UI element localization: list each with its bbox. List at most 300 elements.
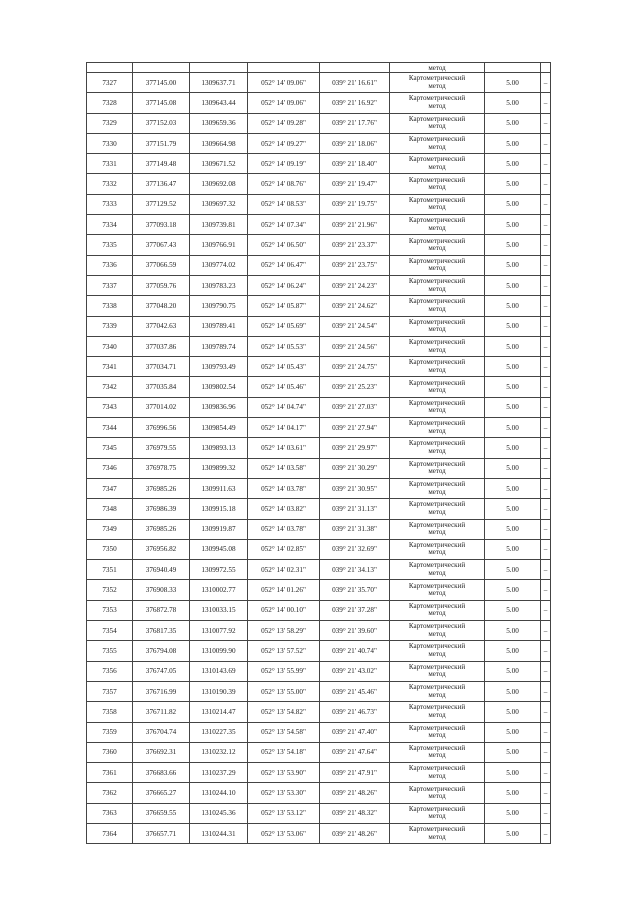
method-cell	[390, 539, 485, 559]
table-row	[87, 803, 551, 823]
point-number-cell: 7335	[87, 235, 133, 255]
table-row	[87, 661, 551, 681]
x-coordinate-cell: 376985.26	[133, 519, 190, 539]
x-coordinate-cell: 377059.76	[133, 275, 190, 295]
y-coordinate-cell: 1310033.15	[190, 600, 248, 620]
note-cell: –	[541, 154, 551, 174]
note-cell: –	[541, 539, 551, 559]
longitude-cell: 039° 21' 31.13"	[320, 499, 390, 519]
x-coordinate-cell: 376908.33	[133, 580, 190, 600]
x-coordinate-cell: 377093.18	[133, 215, 190, 235]
note-cell: –	[541, 661, 551, 681]
method-cell	[390, 478, 485, 498]
method-line-2: метод	[428, 812, 446, 821]
note-cell: –	[541, 681, 551, 701]
method-line-2: метод	[428, 792, 446, 801]
accuracy-cell: 5.00	[485, 641, 541, 661]
method-cell	[390, 722, 485, 742]
longitude-cell: 039° 21' 18.40"	[320, 154, 390, 174]
method-line-1: Картометрический	[408, 236, 466, 245]
method-line-2: метод	[428, 507, 446, 516]
x-coordinate-cell: 377129.52	[133, 194, 190, 214]
method-cell	[390, 641, 485, 661]
x-coordinate-cell: 376716.99	[133, 681, 190, 701]
accuracy-cell: 5.00	[485, 113, 541, 133]
point-number-cell: 7334	[87, 215, 133, 235]
y-coordinate-cell: 1309893.13	[190, 438, 248, 458]
method-cell	[390, 418, 485, 438]
y-coordinate-cell: 1309793.49	[190, 357, 248, 377]
method-line-2: метод	[428, 568, 446, 577]
note-cell: –	[541, 336, 551, 356]
table-row	[87, 336, 551, 356]
x-coordinate-cell: 377014.02	[133, 397, 190, 417]
method-line-1: Картометрический	[408, 378, 466, 387]
latitude-cell: 052° 13' 55.00"	[248, 681, 320, 701]
method-line-2: метод	[428, 365, 446, 374]
note-cell: –	[541, 275, 551, 295]
method-line-1: Картометрический	[408, 419, 466, 428]
method-cell	[390, 377, 485, 397]
method-line-1: Картометрический	[408, 459, 466, 468]
method-line-2: метод	[428, 386, 446, 395]
method-line-1: Картометрический	[408, 622, 466, 631]
x-coordinate-cell: 376692.31	[133, 742, 190, 762]
method-line-1: Картометрический	[408, 642, 466, 651]
y-coordinate-cell: 1310244.10	[190, 783, 248, 803]
latitude-cell: 052° 13' 54.18"	[248, 742, 320, 762]
method-cell	[390, 580, 485, 600]
y-coordinate-cell: 1309697.32	[190, 194, 248, 214]
accuracy-cell: 5.00	[485, 194, 541, 214]
method-line-1: Картометрический	[408, 277, 466, 286]
method-line-2: метод	[428, 81, 446, 90]
x-coordinate-cell: 377149.48	[133, 154, 190, 174]
accuracy-cell: 5.00	[485, 275, 541, 295]
method-line-2: метод	[428, 649, 446, 658]
method-line-1: Картометрический	[408, 825, 466, 834]
method-line-1: Картометрический	[408, 297, 466, 306]
x-coordinate-cell: 376794.08	[133, 641, 190, 661]
method-line-1: Картометрический	[408, 743, 466, 752]
accuracy-cell: 5.00	[485, 519, 541, 539]
method-line-2: метод	[428, 446, 446, 455]
method-line-2: метод	[428, 284, 446, 293]
method-cell	[390, 113, 485, 133]
method-cell	[390, 681, 485, 701]
method-line-1: Картометрический	[408, 114, 466, 123]
point-number-cell: 7360	[87, 742, 133, 762]
method-line-1: Картометрический	[408, 256, 466, 265]
longitude-cell: 039° 21' 34.13"	[320, 560, 390, 580]
y-coordinate-cell: 1309643.44	[190, 93, 248, 113]
method-line-2: метод	[428, 101, 446, 110]
point-number-cell: 7361	[87, 763, 133, 783]
latitude-cell: 052° 14' 05.87"	[248, 296, 320, 316]
method-line-2: метод	[428, 629, 446, 638]
method-line-2: метод	[428, 325, 446, 334]
accuracy-cell: 5.00	[485, 255, 541, 275]
latitude-cell: 052° 13' 54.58"	[248, 722, 320, 742]
y-coordinate-cell: 1310190.39	[190, 681, 248, 701]
method-line-2: метод	[428, 548, 446, 557]
longitude-cell: 039° 21' 21.96"	[320, 215, 390, 235]
accuracy-cell: 5.00	[485, 418, 541, 438]
table-row	[87, 580, 551, 600]
method-cell	[390, 235, 485, 255]
point-number-cell: 7354	[87, 621, 133, 641]
y-coordinate-cell: 1310232.12	[190, 742, 248, 762]
table-row	[87, 702, 551, 722]
y-coordinate-cell: 1309659.36	[190, 113, 248, 133]
y-coordinate-cell: 1309972.55	[190, 560, 248, 580]
method-cell	[390, 275, 485, 295]
longitude-cell: 039° 21' 18.06"	[320, 133, 390, 153]
accuracy-cell: 5.00	[485, 722, 541, 742]
note-cell: –	[541, 580, 551, 600]
longitude-cell: 039° 21' 27.03"	[320, 397, 390, 417]
y-coordinate-cell: 1309919.87	[190, 519, 248, 539]
x-coordinate-cell: 377145.08	[133, 93, 190, 113]
method-cell	[390, 519, 485, 539]
longitude-cell: 039° 21' 30.29"	[320, 458, 390, 478]
x-coordinate-cell: 376996.56	[133, 418, 190, 438]
latitude-cell: 052° 13' 54.82"	[248, 702, 320, 722]
longitude-cell: 039° 21' 27.94"	[320, 418, 390, 438]
latitude-cell: 052° 14' 06.24"	[248, 275, 320, 295]
y-coordinate-cell: 1309783.23	[190, 275, 248, 295]
point-number-cell: 7331	[87, 154, 133, 174]
note-cell: –	[541, 722, 551, 742]
method-line-2: метод	[428, 710, 446, 719]
method-line-2: метод	[428, 426, 446, 435]
note-cell: –	[541, 438, 551, 458]
point-number-cell: 7336	[87, 255, 133, 275]
method-line-1: Картометрический	[408, 540, 466, 549]
continued-cell	[485, 63, 541, 73]
table-row	[87, 641, 551, 661]
longitude-cell: 039° 21' 24.23"	[320, 275, 390, 295]
longitude-cell: 039° 21' 39.60"	[320, 621, 390, 641]
latitude-cell: 052° 14' 01.26"	[248, 580, 320, 600]
latitude-cell: 052° 14' 04.17"	[248, 418, 320, 438]
method-line-2: метод	[428, 203, 446, 212]
accuracy-cell: 5.00	[485, 458, 541, 478]
table-row	[87, 823, 551, 843]
table-row	[87, 681, 551, 701]
point-number-cell: 7329	[87, 113, 133, 133]
method-line-2: метод	[428, 832, 446, 841]
x-coordinate-cell: 376747.05	[133, 661, 190, 681]
method-cell	[390, 661, 485, 681]
note-cell: –	[541, 763, 551, 783]
latitude-cell: 052° 14' 09.06"	[248, 73, 320, 93]
method-line-1: Картометрический	[408, 784, 466, 793]
table-row	[87, 174, 551, 194]
latitude-cell: 052° 14' 09.19"	[248, 154, 320, 174]
note-cell: –	[541, 621, 551, 641]
accuracy-cell: 5.00	[485, 296, 541, 316]
method-line-2: метод	[428, 609, 446, 618]
x-coordinate-cell: 377067.43	[133, 235, 190, 255]
method-line-2: метод	[428, 731, 446, 740]
point-number-cell: 7350	[87, 539, 133, 559]
x-coordinate-cell: 377034.71	[133, 357, 190, 377]
method-line-1: Картометрический	[408, 398, 466, 407]
y-coordinate-cell: 1309692.08	[190, 174, 248, 194]
point-number-cell: 7327	[87, 73, 133, 93]
method-cell	[390, 783, 485, 803]
table-row	[87, 215, 551, 235]
note-cell: –	[541, 113, 551, 133]
method-line-2: метод	[428, 487, 446, 496]
point-number-cell: 7344	[87, 418, 133, 438]
latitude-cell: 052° 14' 03.78"	[248, 519, 320, 539]
note-cell: –	[541, 783, 551, 803]
longitude-cell: 039° 21' 47.40"	[320, 722, 390, 742]
latitude-cell: 052° 14' 03.58"	[248, 458, 320, 478]
method-line-2: метод	[428, 406, 446, 415]
table-row	[87, 438, 551, 458]
table-row	[87, 458, 551, 478]
table-row	[87, 133, 551, 153]
latitude-cell: 052° 14' 09.28"	[248, 113, 320, 133]
x-coordinate-cell: 377151.79	[133, 133, 190, 153]
latitude-cell: 052° 13' 53.06"	[248, 823, 320, 843]
table-row	[87, 316, 551, 336]
method-line-2: метод	[428, 162, 446, 171]
method-cell	[390, 702, 485, 722]
longitude-cell: 039° 21' 16.92"	[320, 93, 390, 113]
method-line-1: Картометрический	[408, 155, 466, 164]
longitude-cell: 039° 21' 35.70"	[320, 580, 390, 600]
longitude-cell: 039° 21' 24.75"	[320, 357, 390, 377]
method-line-2: метод	[428, 771, 446, 780]
x-coordinate-cell: 377037.86	[133, 336, 190, 356]
accuracy-cell: 5.00	[485, 763, 541, 783]
method-line-1: Картометрический	[408, 439, 466, 448]
accuracy-cell: 5.00	[485, 560, 541, 580]
note-cell: –	[541, 499, 551, 519]
table-row	[87, 377, 551, 397]
x-coordinate-cell: 377048.20	[133, 296, 190, 316]
table-row	[87, 113, 551, 133]
method-line-1: Картометрический	[408, 358, 466, 367]
method-cell	[390, 296, 485, 316]
table-row	[87, 235, 551, 255]
continued-cell	[320, 63, 390, 73]
continued-cell	[133, 63, 190, 73]
point-number-cell: 7342	[87, 377, 133, 397]
table-row	[87, 783, 551, 803]
latitude-cell: 052° 13' 55.99"	[248, 661, 320, 681]
note-cell: –	[541, 316, 551, 336]
continued-cell	[87, 63, 133, 73]
longitude-cell: 039° 21' 17.76"	[320, 113, 390, 133]
accuracy-cell: 5.00	[485, 621, 541, 641]
method-line-1: Картометрический	[408, 216, 466, 225]
method-line-1: Картометрический	[408, 723, 466, 732]
method-cell	[390, 438, 485, 458]
accuracy-cell: 5.00	[485, 742, 541, 762]
y-coordinate-cell: 1310002.77	[190, 580, 248, 600]
method-cell	[390, 133, 485, 153]
x-coordinate-cell: 376956.82	[133, 539, 190, 559]
continued-cell	[248, 63, 320, 73]
latitude-cell: 052° 14' 03.82"	[248, 499, 320, 519]
point-number-cell: 7332	[87, 174, 133, 194]
longitude-cell: 039° 21' 19.75"	[320, 194, 390, 214]
point-number-cell: 7364	[87, 823, 133, 843]
x-coordinate-cell: 377066.59	[133, 255, 190, 275]
note-cell: –	[541, 702, 551, 722]
y-coordinate-cell: 1310077.92	[190, 621, 248, 641]
accuracy-cell: 5.00	[485, 215, 541, 235]
point-number-cell: 7351	[87, 560, 133, 580]
y-coordinate-cell: 1309671.52	[190, 154, 248, 174]
table-row	[87, 93, 551, 113]
longitude-cell: 039° 21' 48.32"	[320, 803, 390, 823]
table-row	[87, 357, 551, 377]
note-cell: –	[541, 397, 551, 417]
accuracy-cell: 5.00	[485, 438, 541, 458]
longitude-cell: 039° 21' 40.74"	[320, 641, 390, 661]
point-number-cell: 7330	[87, 133, 133, 153]
y-coordinate-cell: 1310227.35	[190, 722, 248, 742]
method-line-2: метод	[428, 142, 446, 151]
note-cell: –	[541, 823, 551, 843]
note-cell: –	[541, 174, 551, 194]
longitude-cell: 039° 21' 23.37"	[320, 235, 390, 255]
point-number-cell: 7363	[87, 803, 133, 823]
continued-cell	[541, 63, 551, 73]
method-line-2: метод	[428, 183, 446, 192]
latitude-cell: 052° 14' 06.47"	[248, 255, 320, 275]
method-cell	[390, 397, 485, 417]
longitude-cell: 039° 21' 24.56"	[320, 336, 390, 356]
x-coordinate-cell: 377152.03	[133, 113, 190, 133]
method-line-1: Картометрический	[408, 480, 466, 489]
method-cell	[390, 803, 485, 823]
y-coordinate-cell: 1309802.54	[190, 377, 248, 397]
accuracy-cell: 5.00	[485, 580, 541, 600]
x-coordinate-cell: 376986.39	[133, 499, 190, 519]
longitude-cell: 039° 21' 24.54"	[320, 316, 390, 336]
method-line-1: Картометрический	[408, 500, 466, 509]
point-number-cell: 7343	[87, 397, 133, 417]
accuracy-cell: 5.00	[485, 93, 541, 113]
method-line-1: Картометрический	[408, 135, 466, 144]
accuracy-cell: 5.00	[485, 600, 541, 620]
method-cell	[390, 255, 485, 275]
latitude-cell: 052° 14' 07.34"	[248, 215, 320, 235]
x-coordinate-cell: 376978.75	[133, 458, 190, 478]
x-coordinate-cell: 376711.82	[133, 702, 190, 722]
y-coordinate-cell: 1309664.98	[190, 133, 248, 153]
note-cell: –	[541, 215, 551, 235]
point-number-cell: 7339	[87, 316, 133, 336]
table-row	[87, 296, 551, 316]
accuracy-cell: 5.00	[485, 823, 541, 843]
x-coordinate-cell: 377042.63	[133, 316, 190, 336]
table-body	[87, 63, 551, 844]
note-cell: –	[541, 519, 551, 539]
longitude-cell: 039° 21' 32.69"	[320, 539, 390, 559]
point-number-cell: 7357	[87, 681, 133, 701]
y-coordinate-cell: 1309789.41	[190, 316, 248, 336]
method-cell	[390, 154, 485, 174]
table-row	[87, 722, 551, 742]
method-line-1: Картометрический	[408, 74, 466, 83]
latitude-cell: 052° 14' 06.50"	[248, 235, 320, 255]
note-cell: –	[541, 357, 551, 377]
method-line-1: Картометрический	[408, 317, 466, 326]
method-line-1: Картометрический	[408, 581, 466, 590]
accuracy-cell: 5.00	[485, 499, 541, 519]
note-cell: –	[541, 418, 551, 438]
method-line-2: метод	[428, 244, 446, 253]
latitude-cell: 052° 13' 53.30"	[248, 783, 320, 803]
accuracy-cell: 5.00	[485, 803, 541, 823]
longitude-cell: 039° 21' 16.61"	[320, 73, 390, 93]
method-line-2: метод	[428, 122, 446, 131]
latitude-cell: 052° 13' 57.52"	[248, 641, 320, 661]
point-number-cell: 7349	[87, 519, 133, 539]
accuracy-cell: 5.00	[485, 73, 541, 93]
method-cell	[390, 73, 485, 93]
x-coordinate-cell: 376657.71	[133, 823, 190, 843]
accuracy-cell: 5.00	[485, 336, 541, 356]
longitude-cell: 039° 21' 19.47"	[320, 174, 390, 194]
method-line-1: Картометрический	[408, 195, 466, 204]
method-cell	[390, 600, 485, 620]
table-row	[87, 539, 551, 559]
table-row	[87, 763, 551, 783]
method-cell	[390, 336, 485, 356]
y-coordinate-cell: 1309899.32	[190, 458, 248, 478]
method-cell	[390, 763, 485, 783]
method-cell	[390, 560, 485, 580]
accuracy-cell: 5.00	[485, 783, 541, 803]
latitude-cell: 052° 13' 53.12"	[248, 803, 320, 823]
x-coordinate-cell: 376985.26	[133, 478, 190, 498]
longitude-cell: 039° 21' 43.02"	[320, 661, 390, 681]
x-coordinate-cell: 377035.84	[133, 377, 190, 397]
note-cell: –	[541, 458, 551, 478]
longitude-cell: 039° 21' 45.46"	[320, 681, 390, 701]
method-line-1: Картометрический	[408, 703, 466, 712]
method-line-1: Картометрический	[408, 94, 466, 103]
longitude-cell: 039° 21' 48.26"	[320, 783, 390, 803]
longitude-cell: 039° 21' 25.23"	[320, 377, 390, 397]
point-number-cell: 7346	[87, 458, 133, 478]
point-number-cell: 7341	[87, 357, 133, 377]
note-cell: –	[541, 93, 551, 113]
method-cell	[390, 194, 485, 214]
method-line-1: Картометрический	[408, 764, 466, 773]
accuracy-cell: 5.00	[485, 702, 541, 722]
y-coordinate-cell: 1309790.75	[190, 296, 248, 316]
longitude-cell: 039° 21' 48.26"	[320, 823, 390, 843]
note-cell: –	[541, 194, 551, 214]
note-cell: –	[541, 742, 551, 762]
table-row	[87, 275, 551, 295]
accuracy-cell: 5.00	[485, 235, 541, 255]
accuracy-cell: 5.00	[485, 397, 541, 417]
accuracy-cell: 5.00	[485, 377, 541, 397]
y-coordinate-cell: 1309774.02	[190, 255, 248, 275]
y-coordinate-cell: 1309836.96	[190, 397, 248, 417]
